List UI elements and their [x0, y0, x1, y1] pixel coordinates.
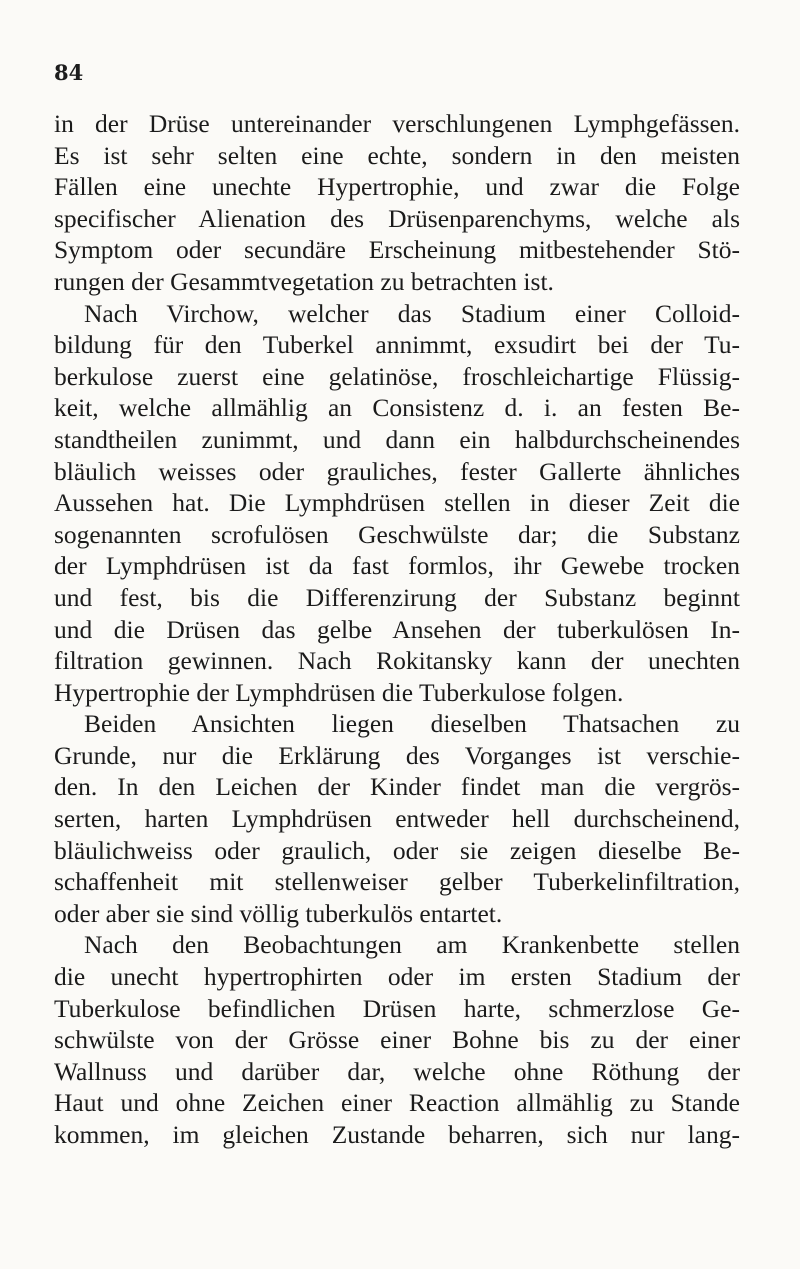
text-line: und fest, bis die Differenzirung der Substanz beginnt [54, 582, 740, 612]
text-line: Nach den Beobachtungen am Krankenbette stellen [84, 930, 740, 960]
text-line: den. In den Leichen der Kinder findet man die vergrös- [54, 772, 740, 802]
text-line: bildung für den Tuberkel annimmt, exsudirt bei der Tu- [54, 330, 740, 360]
text-line: oder aber sie sind völlig tuberkulös entartet. [54, 898, 503, 928]
text-line: Haut und ohne Zeichen einer Reaction allmählig zu Stande [54, 1088, 740, 1118]
text-line: Nach Virchow, welcher das Stadium einer Colloid- [84, 298, 740, 328]
text-line: in der Drüse untereinander verschlungenen Lymphgefässen. [54, 109, 740, 138]
text-line: filtration gewinnen. Nach Rokitansky kann der unechten [54, 646, 740, 676]
text-line: schaffenheit mit stellenweiser gelber Tuberkelinfiltration, [54, 867, 740, 897]
text-line: Fällen eine unechte Hypertrophie, und zwar die Folge [54, 172, 740, 202]
text-line: Wallnuss und darüber dar, welche ohne Röthung der [54, 1056, 740, 1086]
text-line: die unecht hypertrophirten oder im ersten Stadium der [54, 962, 740, 992]
text-line: rungen der Gesammtvegetation zu betrachten ist. [54, 266, 554, 296]
body-text [54, 108, 740, 1151]
paragraph [54, 708, 740, 929]
text-line: bläulichweiss oder graulich, oder sie zeigen dieselbe Be- [54, 835, 740, 865]
text-line: serten, harten Lymphdrüsen entweder hell durchscheinend, [54, 804, 740, 834]
text-line: Hypertrophie der Lymphdrüsen die Tuberkulose folgen. [54, 677, 624, 707]
text-line: Aussehen hat. Die Lymphdrüsen stellen in dieser Zeit die [54, 488, 740, 518]
text-line: bläulich weisses oder grauliches, fester Gallerte ähnliches [54, 456, 740, 486]
text-line: Tuberkulose befindlichen Drüsen harte, schmerzlose Ge- [54, 993, 740, 1023]
paragraph [54, 298, 740, 709]
text-line: Es ist sehr selten eine echte, sondern in den meisten [54, 140, 740, 170]
text-line: Grunde, nur die Erklärung des Vorganges ist verschie- [54, 740, 740, 770]
text-line: Beiden Ansichten liegen dieselben Thatsachen zu [84, 709, 740, 739]
text-line: Symptom oder secundäre Erscheinung mitbestehender Stö- [54, 235, 740, 265]
text-line: specifischer Alienation des Drüsenparenchyms, welche als [54, 203, 740, 233]
text-line: kommen, im gleichen Zustande beharren, sich nur lang- [54, 1120, 740, 1149]
text-line: keit, welche allmählig an Consistenz d. i. an festen Be- [54, 393, 740, 423]
text-line: standtheilen zunimmt, und dann ein halbdurchscheinendes [54, 424, 740, 454]
text-line: schwülste von der Grösse einer Bohne bis zu der einer [54, 1025, 740, 1055]
paragraph [54, 929, 740, 1150]
text-line: und die Drüsen das gelbe Ansehen der tuberkulösen In- [54, 614, 740, 644]
text-line: sogenannten scrofulösen Geschwülste dar; die Substanz [54, 519, 740, 549]
text-line: der Lymphdrüsen ist da fast formlos, ihr Gewebe trocken [54, 551, 740, 581]
page-number: 84 [54, 60, 84, 85]
text-line: berkulose zuerst eine gelatinöse, froschleichartige Flüssig- [54, 361, 740, 391]
paragraph [54, 108, 740, 298]
